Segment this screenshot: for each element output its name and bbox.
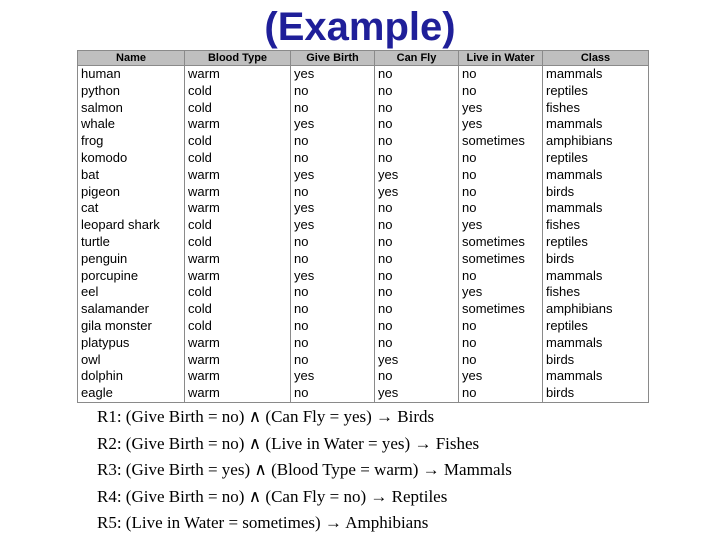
column-header-name: Name xyxy=(78,51,185,66)
cell-give-birth: no xyxy=(291,150,375,167)
cell-give-birth: no xyxy=(291,318,375,335)
cell-live-in-water: yes xyxy=(459,368,543,385)
cell-blood-type: warm xyxy=(185,335,291,352)
cell-name: leopard shark xyxy=(78,217,185,234)
cell-name: owl xyxy=(78,352,185,369)
table-row xyxy=(78,234,649,251)
column-header-live-in-water: Live in Water xyxy=(459,51,543,66)
cell-blood-type: warm xyxy=(185,66,291,83)
cell-live-in-water: no xyxy=(459,318,543,335)
cell-name: human xyxy=(78,66,185,83)
table-row xyxy=(78,318,649,335)
table-row xyxy=(78,83,649,100)
cell-live-in-water: no xyxy=(459,352,543,369)
cell-class: birds xyxy=(543,352,649,369)
cell-live-in-water: yes xyxy=(459,284,543,301)
cell-class: fishes xyxy=(543,217,649,234)
cell-blood-type: warm xyxy=(185,116,291,133)
table-row xyxy=(78,66,649,83)
cell-give-birth: no xyxy=(291,184,375,201)
cell-blood-type: warm xyxy=(185,200,291,217)
cell-can-fly: no xyxy=(375,66,459,83)
cell-blood-type: cold xyxy=(185,284,291,301)
animal-table-container xyxy=(77,50,648,400)
cell-can-fly: no xyxy=(375,217,459,234)
table-row xyxy=(78,352,649,369)
cell-give-birth: no xyxy=(291,301,375,318)
table-row xyxy=(78,385,649,402)
column-header-can-fly: Can Fly xyxy=(375,51,459,66)
table-row xyxy=(78,335,649,352)
cell-class: reptiles xyxy=(543,234,649,251)
cell-live-in-water: sometimes xyxy=(459,234,543,251)
cell-name: frog xyxy=(78,133,185,150)
cell-live-in-water: yes xyxy=(459,217,543,234)
cell-class: mammals xyxy=(543,368,649,385)
animal-classification-table xyxy=(77,50,649,403)
cell-class: mammals xyxy=(543,66,649,83)
cell-live-in-water: no xyxy=(459,150,543,167)
cell-can-fly: no xyxy=(375,83,459,100)
cell-class: reptiles xyxy=(543,150,649,167)
cell-live-in-water: sometimes xyxy=(459,301,543,318)
cell-give-birth: yes xyxy=(291,217,375,234)
column-header-class: Class xyxy=(543,51,649,66)
cell-can-fly: no xyxy=(375,150,459,167)
cell-blood-type: warm xyxy=(185,368,291,385)
cell-live-in-water: no xyxy=(459,385,543,402)
cell-name: cat xyxy=(78,200,185,217)
cell-can-fly: no xyxy=(375,335,459,352)
cell-blood-type: cold xyxy=(185,318,291,335)
cell-name: salmon xyxy=(78,100,185,117)
cell-blood-type: cold xyxy=(185,301,291,318)
cell-name: python xyxy=(78,83,185,100)
cell-live-in-water: no xyxy=(459,83,543,100)
cell-class: birds xyxy=(543,385,649,402)
cell-class: fishes xyxy=(543,100,649,117)
cell-class: reptiles xyxy=(543,83,649,100)
table-row xyxy=(78,167,649,184)
cell-live-in-water: yes xyxy=(459,116,543,133)
cell-can-fly: no xyxy=(375,268,459,285)
cell-can-fly: no xyxy=(375,318,459,335)
table-row xyxy=(78,268,649,285)
cell-can-fly: no xyxy=(375,284,459,301)
cell-blood-type: warm xyxy=(185,251,291,268)
cell-live-in-water: yes xyxy=(459,100,543,117)
cell-blood-type: warm xyxy=(185,167,291,184)
cell-give-birth: yes xyxy=(291,167,375,184)
cell-blood-type: warm xyxy=(185,352,291,369)
cell-give-birth: yes xyxy=(291,116,375,133)
cell-name: komodo xyxy=(78,150,185,167)
rule-r3: R3: (Give Birth = yes) ∧ (Blood Type = warm) → Mammals xyxy=(97,460,512,479)
cell-blood-type: cold xyxy=(185,133,291,150)
cell-give-birth: yes xyxy=(291,368,375,385)
rule-r4: R4: (Give Birth = no) ∧ (Can Fly = no) → Reptiles xyxy=(97,486,448,506)
cell-blood-type: warm xyxy=(185,385,291,402)
cell-give-birth: yes xyxy=(291,200,375,217)
cell-blood-type: warm xyxy=(185,268,291,285)
cell-live-in-water: no xyxy=(459,66,543,83)
cell-give-birth: no xyxy=(291,352,375,369)
cell-name: salamander xyxy=(78,301,185,318)
cell-give-birth: no xyxy=(291,335,375,352)
rule-list xyxy=(97,404,697,537)
table-row xyxy=(78,116,649,133)
cell-blood-type: cold xyxy=(185,83,291,100)
cell-live-in-water: sometimes xyxy=(459,251,543,268)
table-row xyxy=(78,133,649,150)
cell-give-birth: no xyxy=(291,100,375,117)
rule-r1: R1: (Give Birth = no) ∧ (Can Fly = yes) → Birds xyxy=(97,407,435,426)
table-header-row xyxy=(78,51,649,66)
cell-give-birth: no xyxy=(291,83,375,100)
cell-give-birth: yes xyxy=(291,268,375,285)
cell-class: birds xyxy=(543,184,649,201)
cell-name: dolphin xyxy=(78,368,185,385)
table-row xyxy=(78,368,649,385)
cell-name: bat xyxy=(78,167,185,184)
cell-can-fly: yes xyxy=(375,184,459,201)
table-row xyxy=(78,251,649,268)
cell-blood-type: cold xyxy=(185,234,291,251)
cell-class: mammals xyxy=(543,200,649,217)
cell-name: platypus xyxy=(78,335,185,352)
cell-name: eagle xyxy=(78,385,185,402)
cell-name: gila monster xyxy=(78,318,185,335)
table-body xyxy=(78,66,649,403)
cell-name: eel xyxy=(78,284,185,301)
column-header-give-birth: Give Birth xyxy=(291,51,375,66)
cell-live-in-water: sometimes xyxy=(459,133,543,150)
cell-class: mammals xyxy=(543,335,649,352)
cell-class: mammals xyxy=(543,268,649,285)
rule-r5: R5: (Live in Water = sometimes) → Amphibians xyxy=(97,513,429,532)
cell-blood-type: cold xyxy=(185,100,291,117)
cell-name: turtle xyxy=(78,234,185,251)
table-row xyxy=(78,200,649,217)
table-row xyxy=(78,217,649,234)
table-row xyxy=(78,284,649,301)
cell-class: amphibians xyxy=(543,133,649,150)
cell-can-fly: no xyxy=(375,116,459,133)
cell-give-birth: yes xyxy=(291,66,375,83)
cell-can-fly: yes xyxy=(375,167,459,184)
slide-title: (Example) xyxy=(264,5,456,49)
cell-can-fly: yes xyxy=(375,385,459,402)
cell-live-in-water: no xyxy=(459,167,543,184)
cell-can-fly: no xyxy=(375,133,459,150)
cell-class: mammals xyxy=(543,167,649,184)
cell-live-in-water: no xyxy=(459,200,543,217)
table-row xyxy=(78,100,649,117)
cell-class: amphibians xyxy=(543,301,649,318)
cell-blood-type: cold xyxy=(185,217,291,234)
cell-can-fly: no xyxy=(375,100,459,117)
cell-name: whale xyxy=(78,116,185,133)
rule-r2: R2: (Give Birth = no) ∧ (Live in Water = yes) → Fishes xyxy=(97,433,480,453)
table-row xyxy=(78,184,649,201)
cell-can-fly: no xyxy=(375,368,459,385)
cell-give-birth: no xyxy=(291,284,375,301)
cell-can-fly: yes xyxy=(375,352,459,369)
cell-name: penguin xyxy=(78,251,185,268)
cell-class: fishes xyxy=(543,284,649,301)
cell-give-birth: no xyxy=(291,385,375,402)
cell-give-birth: no xyxy=(291,234,375,251)
column-header-blood-type: Blood Type xyxy=(185,51,291,66)
cell-class: birds xyxy=(543,251,649,268)
cell-give-birth: no xyxy=(291,251,375,268)
cell-blood-type: warm xyxy=(185,184,291,201)
cell-give-birth: no xyxy=(291,133,375,150)
cell-name: porcupine xyxy=(78,268,185,285)
cell-live-in-water: no xyxy=(459,335,543,352)
cell-can-fly: no xyxy=(375,234,459,251)
table-row xyxy=(78,301,649,318)
cell-can-fly: no xyxy=(375,301,459,318)
table-row xyxy=(78,150,649,167)
cell-class: mammals xyxy=(543,116,649,133)
cell-class: reptiles xyxy=(543,318,649,335)
cell-can-fly: no xyxy=(375,251,459,268)
cell-name: pigeon xyxy=(78,184,185,201)
cell-can-fly: no xyxy=(375,200,459,217)
cell-live-in-water: no xyxy=(459,268,543,285)
cell-blood-type: cold xyxy=(185,150,291,167)
cell-live-in-water: no xyxy=(459,184,543,201)
